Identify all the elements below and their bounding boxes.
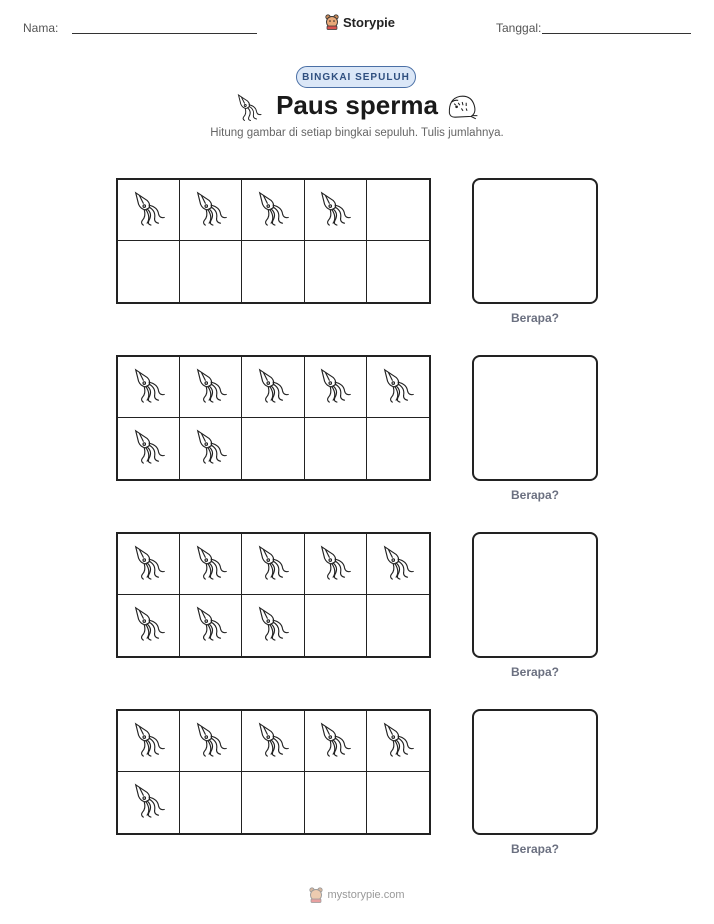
answer-box[interactable] — [472, 709, 598, 835]
ten-frame — [116, 532, 431, 658]
answer-prompt: Berapa? — [510, 842, 560, 856]
ten-frame-cell — [242, 180, 304, 241]
squid-icon — [379, 720, 417, 763]
ten-frame-cell — [367, 772, 429, 833]
bear-logo-icon — [325, 14, 339, 30]
footer-url: mystorypie.com — [327, 889, 405, 901]
ten-frame-cell — [180, 418, 242, 479]
squid-icon — [192, 366, 230, 409]
ten-frame-cell — [118, 357, 180, 418]
squid-icon — [254, 543, 292, 586]
ten-frame-cell — [180, 357, 242, 418]
ten-frame-cell — [305, 241, 367, 302]
squid-icon — [192, 604, 230, 647]
squid-icon — [192, 543, 230, 586]
ten-frame-cell — [242, 772, 304, 833]
date-line[interactable] — [542, 33, 691, 34]
ten-frame-cell — [180, 595, 242, 656]
bear-logo-icon — [309, 887, 323, 903]
ten-frame-cell — [367, 241, 429, 302]
answer-box[interactable] — [472, 532, 598, 658]
ten-frame-cell — [180, 772, 242, 833]
ten-frame-cell — [118, 534, 180, 595]
ten-frame-cell — [118, 595, 180, 656]
ten-frame-cell — [180, 534, 242, 595]
ten-frame-cell — [242, 418, 304, 479]
sperm-whale-icon — [447, 92, 479, 120]
squid-icon — [316, 543, 354, 586]
page-title: Paus sperma — [276, 90, 438, 120]
squid-icon — [254, 366, 292, 409]
ten-frame-cell — [180, 711, 242, 772]
squid-icon — [254, 189, 292, 232]
squid-icon — [316, 720, 354, 763]
ten-frame-cell — [242, 711, 304, 772]
ten-frame-cell — [242, 357, 304, 418]
squid-icon — [234, 92, 264, 122]
ten-frame-cell — [118, 241, 180, 302]
ten-frame-cell — [305, 772, 367, 833]
squid-icon — [379, 366, 417, 409]
ten-frame-cell — [118, 711, 180, 772]
instructions: Hitung gambar di setiap bingkai sepuluh. Tulis jumlahnya. — [210, 127, 504, 139]
footer — [0, 887, 714, 903]
answer-box[interactable] — [472, 178, 598, 304]
ten-frame — [116, 178, 431, 304]
squid-icon — [254, 604, 292, 647]
ten-frame-cell — [118, 180, 180, 241]
ten-frame-cell — [180, 241, 242, 302]
ten-frame-cell — [242, 534, 304, 595]
ten-frame-cell — [242, 595, 304, 656]
squid-icon — [379, 543, 417, 586]
name-line[interactable] — [72, 33, 257, 34]
brand-name: Storypie — [343, 14, 396, 30]
ten-frame-cell — [305, 180, 367, 241]
ten-frame-cell — [305, 357, 367, 418]
squid-icon — [130, 543, 168, 586]
brand-logo — [325, 14, 395, 30]
squid-icon — [130, 366, 168, 409]
name-label: Nama: — [23, 21, 59, 35]
ten-frame — [116, 355, 431, 481]
squid-icon — [192, 720, 230, 763]
ten-frame-cell — [118, 772, 180, 833]
ten-frame-cell — [118, 418, 180, 479]
ten-frame-cell — [367, 534, 429, 595]
ten-frame-cell — [180, 180, 242, 241]
ten-frame-cell — [367, 418, 429, 479]
squid-icon — [192, 427, 230, 470]
squid-icon — [316, 366, 354, 409]
squid-icon — [316, 189, 354, 232]
ten-frame — [116, 709, 431, 835]
ten-frame-cell — [305, 534, 367, 595]
squid-icon — [254, 720, 292, 763]
ten-frame-cell — [305, 418, 367, 479]
squid-icon — [192, 189, 230, 232]
ten-frame-cell — [305, 711, 367, 772]
squid-icon — [130, 427, 168, 470]
date-label: Tanggal: — [496, 21, 542, 35]
answer-box[interactable] — [472, 355, 598, 481]
ten-frame-cell — [367, 595, 429, 656]
answer-prompt: Berapa? — [510, 311, 560, 325]
ten-frame-cell — [367, 357, 429, 418]
squid-icon — [130, 189, 168, 232]
ten-frame-cell — [305, 595, 367, 656]
squid-icon — [130, 604, 168, 647]
answer-prompt: Berapa? — [510, 488, 560, 502]
ten-frame-cell — [367, 711, 429, 772]
ten-frame-cell — [242, 241, 304, 302]
answer-prompt: Berapa? — [510, 665, 560, 679]
ten-frame-cell — [367, 180, 429, 241]
squid-icon — [130, 720, 168, 763]
squid-icon — [130, 781, 168, 824]
worksheet-type-badge: BINGKAI SEPULUH — [296, 66, 416, 88]
